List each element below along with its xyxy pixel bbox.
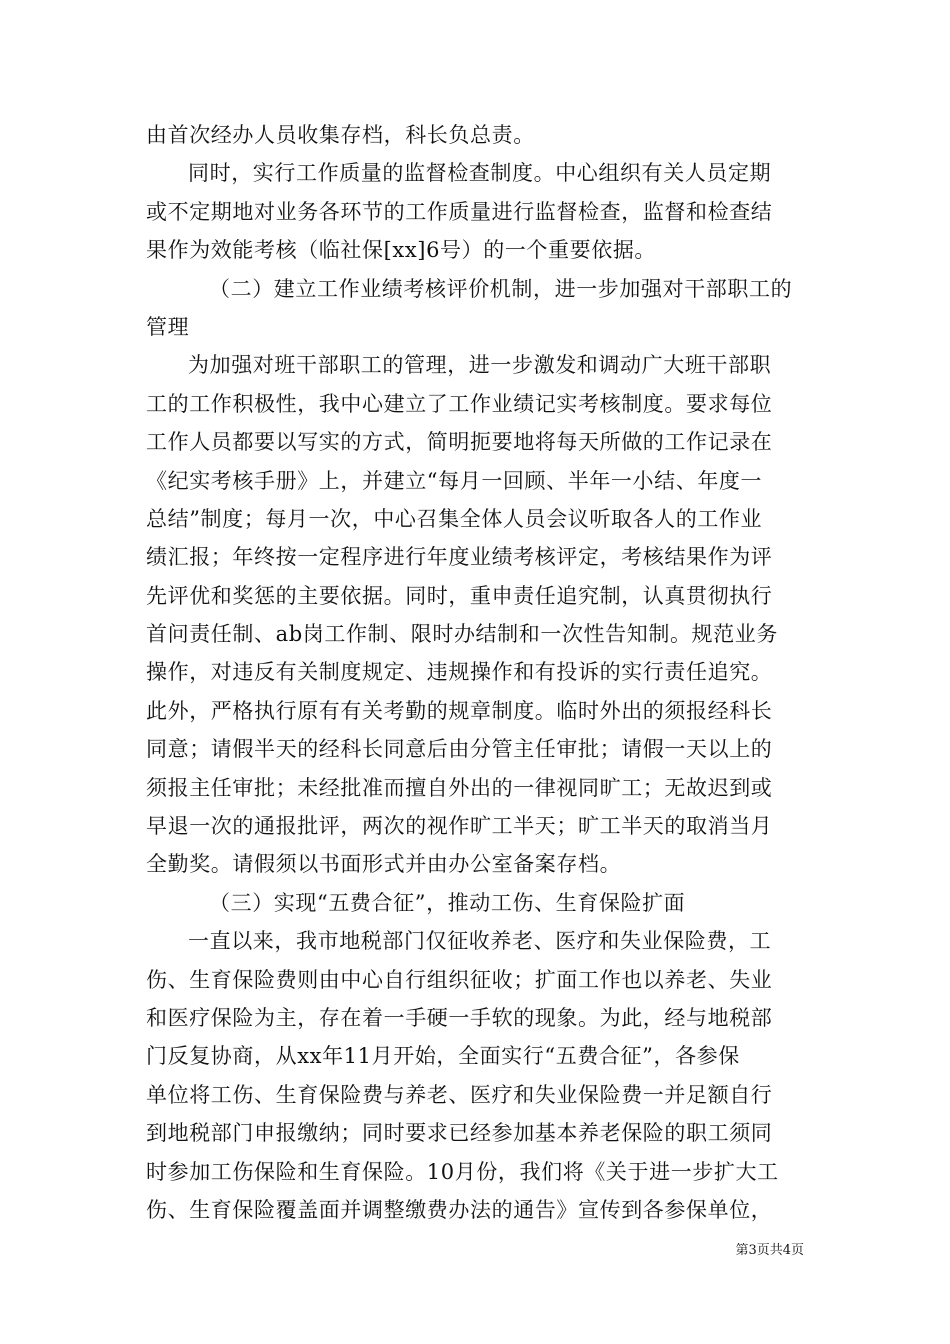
- text-line: 到地税部门申报缴纳；同时要求已经参加基本养老保险的职工须同: [146, 1121, 773, 1146]
- page-number: 第3页共4页: [735, 1243, 804, 1258]
- text-line: 首问责任制、ab岗工作制、限时办结制和一次性告知制。规范业务: [146, 622, 778, 647]
- text-line: 和医疗保险为主，存在着一手硬一手软的现象。为此，经与地税部: [146, 1005, 773, 1030]
- text-line: 一直以来，我市地税部门仅征收养老、医疗和失业保险费，工: [188, 929, 772, 954]
- text-line: 或不定期地对业务各环节的工作质量进行监督检查，监督和检查结: [146, 199, 773, 224]
- text-line: 《纪实考核手册》上，并建立“每月一回顾、半年一小结、年度一: [146, 468, 763, 493]
- text-line: 由首次经办人员收集存档，科长负总责。: [146, 123, 535, 147]
- section-heading-continued: 管理: [146, 314, 190, 339]
- text-line: 伤、生育保险费则由中心自行组织征收；扩面工作也以养老、失业: [146, 967, 773, 992]
- text-line: 绩汇报；年终按一定程序进行年度业绩考核评定，考核结果作为评: [146, 545, 773, 570]
- text-line: 单位将工伤、生育保险费与养老、医疗和失业保险费一并足额自行: [146, 1082, 773, 1107]
- section-heading: （二）建立工作业绩考核评价机制，进一步加强对干部职工的: [209, 276, 793, 301]
- text-line: 早退一次的通报批评，两次的视作旷工半天；旷工半天的取消当月: [146, 814, 773, 839]
- text-line: 同时，实行工作质量的监督检查制度。中心组织有关人员定期: [188, 161, 772, 186]
- text-line: 果作为效能考核（临社保[xx]6号）的一个重要依据。: [146, 238, 657, 263]
- text-line: 须报主任审批；未经批准而擅自外出的一律视同旷工；无故迟到或: [146, 775, 773, 800]
- text-line: 为加强对班干部职工的管理，进一步激发和调动广大班干部职: [188, 353, 772, 378]
- text-line: 工的工作积极性，我中心建立了工作业绩记实考核制度。要求每位: [146, 391, 773, 416]
- text-line: 全勤奖。请假须以书面形式并由办公室备案存档。: [146, 852, 622, 877]
- text-line: 总结”制度；每月一次，中心召集全体人员会议听取各人的工作业: [146, 506, 763, 531]
- text-line: 同意；请假半天的经科长同意后由分管主任审批；请假一天以上的: [146, 737, 773, 762]
- text-line: 门反复协商，从xx年11月开始，全面实行“五费合征”，各参保: [146, 1044, 740, 1069]
- text-line: 工作人员都要以写实的方式，简明扼要地将每天所做的工作记录在: [146, 430, 773, 455]
- text-line: 伤、生育保险覆盖面并调整缴费办法的通告》宣传到各参保单位，: [146, 1197, 773, 1222]
- text-line: 操作，对违反有关制度规定、违规操作和有投诉的实行责任追究。: [146, 660, 773, 685]
- section-heading: （三）实现“五费合征”，推动工伤、生育保险扩面: [209, 890, 686, 915]
- document-body: [146, 116, 818, 1229]
- text-line: 先评优和奖惩的主要依据。同时，重申责任追究制，认真贯彻执行: [146, 583, 773, 608]
- text-line: 此外，严格执行原有有关考勤的规章制度。临时外出的须报经科长: [146, 698, 773, 723]
- text-line: 时参加工伤保险和生育保险。10月份，我们将《关于进一步扩大工: [146, 1159, 779, 1184]
